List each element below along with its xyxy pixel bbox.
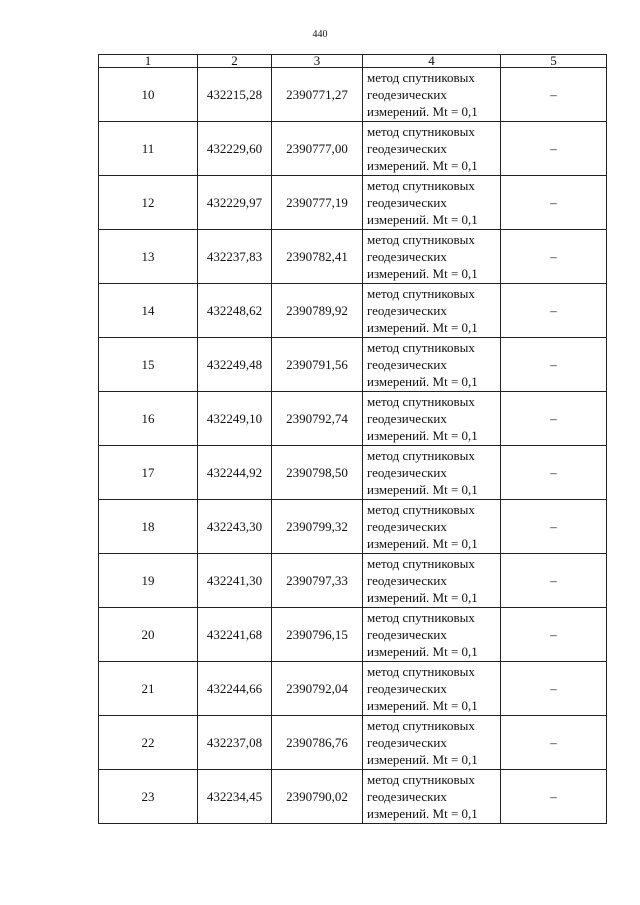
method-cell xyxy=(363,68,501,122)
point-number-cell: 18 xyxy=(99,500,198,554)
coordinate-x-cell: 432234,45 xyxy=(198,770,272,824)
method-text-line: геодезических xyxy=(367,357,447,372)
coordinate-y-cell: 2390799,32 xyxy=(272,500,363,554)
note-cell: – xyxy=(501,608,607,662)
coordinate-x-cell: 432244,66 xyxy=(198,662,272,716)
point-number-cell: 16 xyxy=(99,392,198,446)
point-number-cell: 17 xyxy=(99,446,198,500)
method-cell xyxy=(363,338,501,392)
point-number-cell: 21 xyxy=(99,662,198,716)
method-text-line: геодезических xyxy=(367,411,447,426)
method-text-line: метод спутниковых xyxy=(367,394,475,409)
coordinate-y-cell: 2390782,41 xyxy=(272,230,363,284)
point-number-cell: 23 xyxy=(99,770,198,824)
coordinate-x-cell: 432244,92 xyxy=(198,446,272,500)
method-cell xyxy=(363,230,501,284)
column-header-5: 5 xyxy=(501,55,607,68)
method-text-line: измерений. Mt = 0,1 xyxy=(367,428,478,443)
method-text-line: измерений. Mt = 0,1 xyxy=(367,320,478,335)
table-row xyxy=(99,392,607,446)
coordinate-y-cell: 2390798,50 xyxy=(272,446,363,500)
point-number-cell: 20 xyxy=(99,608,198,662)
coordinate-y-cell: 2390789,92 xyxy=(272,284,363,338)
column-header-1: 1 xyxy=(99,55,198,68)
method-text-line: измерений. Mt = 0,1 xyxy=(367,698,478,713)
page-number: 440 xyxy=(312,29,328,40)
method-text-line: измерений. Mt = 0,1 xyxy=(367,536,478,551)
method-cell xyxy=(363,770,501,824)
note-cell: – xyxy=(501,338,607,392)
method-text-line: метод спутниковых xyxy=(367,232,475,247)
method-cell xyxy=(363,608,501,662)
point-number-cell: 11 xyxy=(99,122,198,176)
coordinate-y-cell: 2390792,04 xyxy=(272,662,363,716)
note-cell: – xyxy=(501,446,607,500)
note-cell: – xyxy=(501,716,607,770)
table-row xyxy=(99,338,607,392)
table-row xyxy=(99,68,607,122)
table-row xyxy=(99,500,607,554)
coordinate-x-cell: 432229,60 xyxy=(198,122,272,176)
method-text-line: измерений. Mt = 0,1 xyxy=(367,806,478,821)
point-number-cell: 10 xyxy=(99,68,198,122)
method-text-line: геодезических xyxy=(367,627,447,642)
note-cell: – xyxy=(501,176,607,230)
coordinate-x-cell: 432249,48 xyxy=(198,338,272,392)
method-cell xyxy=(363,284,501,338)
method-text-line: метод спутниковых xyxy=(367,340,475,355)
method-text-line: геодезических xyxy=(367,141,447,156)
method-text-line: геодезических xyxy=(367,465,447,480)
method-text-line: геодезических xyxy=(367,249,447,264)
table-row xyxy=(99,554,607,608)
table-row xyxy=(99,446,607,500)
method-text-line: метод спутниковых xyxy=(367,70,475,85)
note-cell: – xyxy=(501,554,607,608)
note-cell: – xyxy=(501,122,607,176)
point-number-cell: 19 xyxy=(99,554,198,608)
table-row xyxy=(99,176,607,230)
method-text-line: метод спутниковых xyxy=(367,718,475,733)
table-row xyxy=(99,230,607,284)
method-text-line: метод спутниковых xyxy=(367,772,475,787)
method-text-line: геодезических xyxy=(367,573,447,588)
coordinate-y-cell: 2390777,19 xyxy=(272,176,363,230)
coordinate-x-cell: 432229,97 xyxy=(198,176,272,230)
method-text-line: метод спутниковых xyxy=(367,124,475,139)
method-text-line: геодезических xyxy=(367,87,447,102)
method-text-line: геодезических xyxy=(367,789,447,804)
method-text-line: измерений. Mt = 0,1 xyxy=(367,644,478,659)
note-cell: – xyxy=(501,68,607,122)
method-text-line: измерений. Mt = 0,1 xyxy=(367,266,478,281)
method-text-line: измерений. Mt = 0,1 xyxy=(367,158,478,173)
method-text-line: метод спутниковых xyxy=(367,286,475,301)
coordinate-x-cell: 432241,68 xyxy=(198,608,272,662)
method-text-line: метод спутниковых xyxy=(367,502,475,517)
method-text-line: измерений. Mt = 0,1 xyxy=(367,590,478,605)
note-cell: – xyxy=(501,662,607,716)
coordinate-y-cell: 2390790,02 xyxy=(272,770,363,824)
table-row xyxy=(99,662,607,716)
table-row xyxy=(99,770,607,824)
table-body xyxy=(99,68,607,824)
note-cell: – xyxy=(501,392,607,446)
method-text-line: измерений. Mt = 0,1 xyxy=(367,374,478,389)
coordinate-y-cell: 2390786,76 xyxy=(272,716,363,770)
method-text-line: метод спутниковых xyxy=(367,556,475,571)
table-row xyxy=(99,716,607,770)
method-cell xyxy=(363,122,501,176)
method-text-line: метод спутниковых xyxy=(367,178,475,193)
coordinate-x-cell: 432241,30 xyxy=(198,554,272,608)
table-header-row xyxy=(99,55,607,68)
point-number-cell: 12 xyxy=(99,176,198,230)
coordinate-y-cell: 2390777,00 xyxy=(272,122,363,176)
method-text-line: геодезических xyxy=(367,681,447,696)
method-text-line: измерений. Mt = 0,1 xyxy=(367,482,478,497)
method-text-line: метод спутниковых xyxy=(367,664,475,679)
method-cell xyxy=(363,554,501,608)
method-text-line: метод спутниковых xyxy=(367,610,475,625)
column-header-2: 2 xyxy=(198,55,272,68)
table-row xyxy=(99,284,607,338)
method-text-line: геодезических xyxy=(367,303,447,318)
coordinate-x-cell: 432243,30 xyxy=(198,500,272,554)
method-text-line: геодезических xyxy=(367,519,447,534)
coordinate-x-cell: 432237,08 xyxy=(198,716,272,770)
coordinate-x-cell: 432237,83 xyxy=(198,230,272,284)
method-text-line: измерений. Mt = 0,1 xyxy=(367,104,478,119)
method-text-line: геодезических xyxy=(367,735,447,750)
method-cell xyxy=(363,446,501,500)
method-cell xyxy=(363,662,501,716)
method-text-line: измерений. Mt = 0,1 xyxy=(367,212,478,227)
coordinate-y-cell: 2390792,74 xyxy=(272,392,363,446)
note-cell: – xyxy=(501,230,607,284)
coordinate-x-cell: 432215,28 xyxy=(198,68,272,122)
note-cell: – xyxy=(501,284,607,338)
table-row xyxy=(99,608,607,662)
note-cell: – xyxy=(501,500,607,554)
coordinate-y-cell: 2390791,56 xyxy=(272,338,363,392)
coordinate-x-cell: 432248,62 xyxy=(198,284,272,338)
method-cell xyxy=(363,716,501,770)
coordinate-y-cell: 2390771,27 xyxy=(272,68,363,122)
method-cell xyxy=(363,500,501,554)
coordinates-table xyxy=(98,54,607,824)
coordinate-y-cell: 2390797,33 xyxy=(272,554,363,608)
point-number-cell: 15 xyxy=(99,338,198,392)
coordinate-y-cell: 2390796,15 xyxy=(272,608,363,662)
method-cell xyxy=(363,176,501,230)
method-text-line: геодезических xyxy=(367,195,447,210)
column-header-4: 4 xyxy=(363,55,501,68)
point-number-cell: 22 xyxy=(99,716,198,770)
point-number-cell: 13 xyxy=(99,230,198,284)
table-row xyxy=(99,122,607,176)
method-text-line: измерений. Mt = 0,1 xyxy=(367,752,478,767)
method-cell xyxy=(363,392,501,446)
note-cell: – xyxy=(501,770,607,824)
point-number-cell: 14 xyxy=(99,284,198,338)
column-header-3: 3 xyxy=(272,55,363,68)
method-text-line: метод спутниковых xyxy=(367,448,475,463)
coordinate-x-cell: 432249,10 xyxy=(198,392,272,446)
